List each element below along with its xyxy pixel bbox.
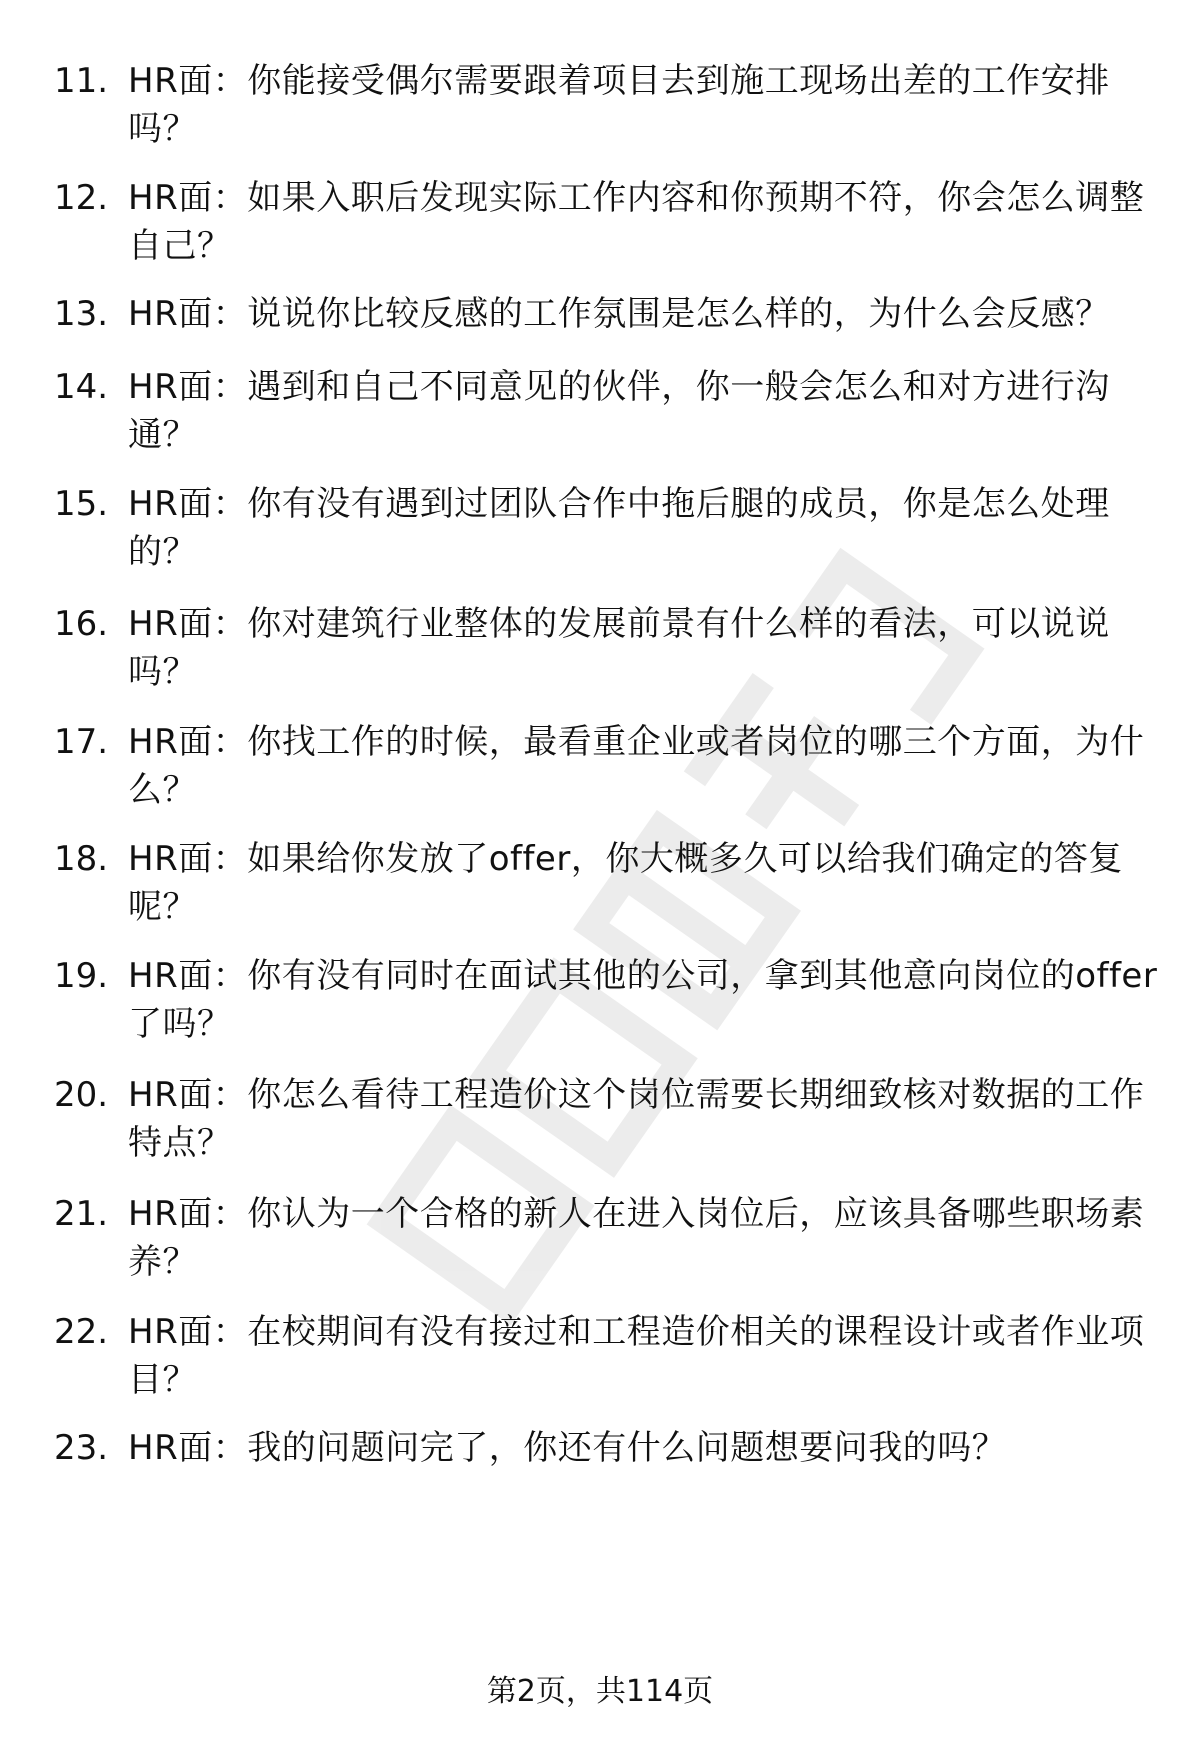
question-number: 14. [54, 367, 109, 407]
question-number: 15. [54, 484, 109, 524]
question-text: HR面：说说你比较反感的工作氛围是怎么样的，为什么会反感？ [128, 294, 1110, 334]
question-text: HR面：如果入职后发现实际工作内容和你预期不符，你会怎么调整自己？ [128, 178, 1145, 266]
question-number: 19. [54, 956, 109, 996]
question-text: HR面：如果给你发放了offer，你大概多久可以给我们确定的答复呢？ [128, 839, 1123, 927]
question-text: HR面：遇到和自己不同意见的伙伴，你一般会怎么和对方进行沟通？ [128, 367, 1110, 455]
question-text: HR面：你能接受偶尔需要跟着项目去到施工现场出差的工作安排吗？ [128, 61, 1110, 149]
question-text: HR面：你怎么看待工程造价这个岗位需要长期细致核对数据的工作特点？ [128, 1075, 1145, 1163]
question-number: 11. [54, 61, 109, 101]
question-text: HR面：在校期间有没有接过和工程造价相关的课程设计或者作业项目？ [128, 1312, 1145, 1400]
question-number: 16. [54, 604, 109, 644]
question-number: 23. [54, 1428, 109, 1468]
question-text: HR面：我的问题问完了，你还有什么问题想要问我的吗？ [128, 1428, 1007, 1468]
question-text: HR面：你找工作的时候，最看重企业或者岗位的哪三个方面，为什么？ [128, 722, 1145, 810]
question-number: 20. [54, 1075, 109, 1115]
page-footer: 第2页，共114页 [486, 1674, 714, 1709]
question-number: 18. [54, 839, 109, 879]
question-text: HR面：你有没有同时在面试其他的公司，拿到其他意向岗位的offer了吗？ [128, 956, 1158, 1044]
question-text: HR面：你对建筑行业整体的发展前景有什么样的看法，可以说说吗？ [128, 604, 1110, 692]
question-number: 13. [54, 294, 109, 334]
question-number: 21. [54, 1194, 109, 1234]
question-text: HR面：你认为一个合格的新人在进入岗位后，应该具备哪些职场素养？ [128, 1194, 1145, 1282]
question-number: 17. [54, 722, 109, 762]
question-number: 12. [54, 178, 109, 218]
question-text: HR面：你有没有遇到过团队合作中拖后腿的成员，你是怎么处理的？ [128, 484, 1110, 572]
question-number: 22. [54, 1312, 109, 1352]
